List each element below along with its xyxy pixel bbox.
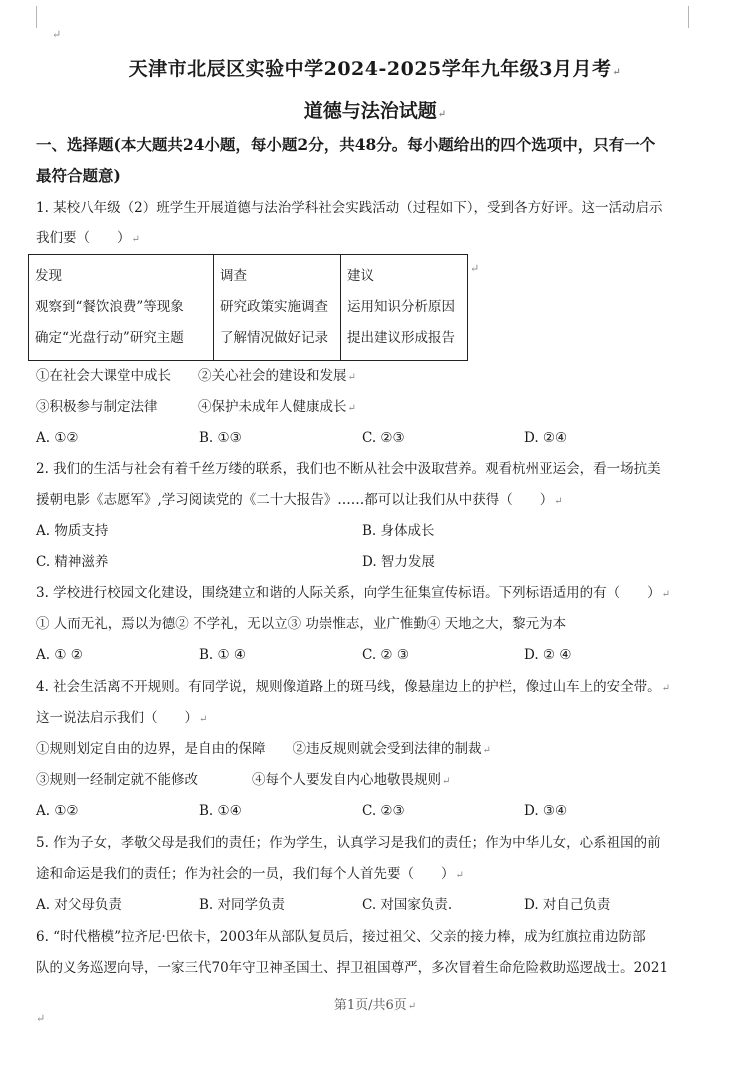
q1-option-d: D. ②④ bbox=[524, 430, 568, 446]
q4-option-d: D. ③④ bbox=[524, 803, 568, 819]
q1-option-a: A. ①② bbox=[36, 430, 79, 446]
q2-stem-line2: 援朝电影《志愿军》,学习阅读党的《二十大报告》……都可以让我们从中获得（ ）↵ bbox=[36, 492, 563, 508]
q1-statements-line1: ①在社会大课堂中成长 ②关心社会的建设和发展↵ bbox=[36, 368, 356, 384]
paragraph-mark-icon: ↵ bbox=[470, 262, 480, 275]
q4-option-b: B. ①④ bbox=[199, 803, 242, 819]
crop-mark-top-right bbox=[688, 6, 689, 28]
q3-option-b: B. ① ④ bbox=[199, 647, 246, 663]
q1-statements-line2: ③积极参与制定法律 ④保护未成年人健康成长↵ bbox=[36, 399, 356, 415]
q1-stem-line2: 我们要（ ）↵ bbox=[36, 230, 140, 246]
section-heading-line1: 一、选择题(本大题共24小题，每小题2分，共48分。每小题给出的四个选项中，只有一个 bbox=[36, 135, 656, 154]
q1-option-b: B. ①③ bbox=[199, 430, 242, 446]
q6-stem-line2: 队的义务巡逻向导，一家三代70年守卫神圣国土、捍卫祖国尊严，多次冒着生命危险救助巡逻战士。2021 bbox=[36, 960, 669, 976]
q1-stem-line1: 1. 某校八年级（2）班学生开展道德与法治学科社会实践活动（过程如下），受到各方好评。这一活动启示 bbox=[36, 200, 663, 216]
table-cell: 调查 研究政策实施调查 了解情况做好记录 bbox=[214, 255, 341, 361]
paragraph-mark-icon: ↵ bbox=[437, 109, 447, 120]
section-heading-line2: 最符合题意) bbox=[36, 166, 121, 185]
q4-statements-line2: ③规则一经制定就不能修改 ④每个人要发自内心地敬畏规则↵ bbox=[36, 772, 451, 788]
q1-activity-table bbox=[28, 254, 468, 361]
q3-option-d: D. ② ④ bbox=[524, 647, 572, 663]
q2-option-b: B. 身体成长 bbox=[362, 523, 435, 539]
crop-mark-top-left bbox=[36, 6, 37, 28]
q4-stem-line1: 4. 社会生活离不开规则。有同学说，规则像道路上的斑马线，像悬崖边上的护栏，像过山车上的安全带。↵ bbox=[36, 679, 671, 695]
q1-option-c: C. ②③ bbox=[362, 430, 405, 446]
q2-option-d: D. 智力发展 bbox=[362, 554, 435, 570]
table-cell: 建议 运用知识分析原因 提出建议形成报告 bbox=[341, 255, 468, 361]
q3-option-a: A. ① ② bbox=[36, 647, 83, 663]
q5-option-b: B. 对同学负责 bbox=[199, 897, 286, 913]
paragraph-mark-icon: ↵ bbox=[52, 28, 62, 41]
q2-stem-line1: 2. 我们的生活与社会有着千丝万缕的联系，我们也不断从社会中汲取营养。观看杭州亚运会，看一场抗美 bbox=[36, 461, 661, 477]
q5-option-a: A. 对父母负责 bbox=[36, 897, 122, 913]
q5-stem-line1: 5. 作为子女，孝敬父母是我们的责任；作为学生，认真学习是我们的责任；作为中华儿女，心系祖国的前 bbox=[36, 835, 661, 851]
q3-stem-line2: ① 人而无礼，焉以为德② 不学礼，无以立③ 功崇惟志，业广惟勤④ 天地之大，黎元为本 bbox=[36, 616, 567, 632]
q5-option-c: C. 对国家负责. bbox=[362, 897, 453, 913]
q4-option-a: A. ①② bbox=[36, 803, 79, 819]
table-cell: 发现 观察到“餐饮浪费”等现象 确定“光盘行动”研究主题 bbox=[29, 255, 214, 361]
q3-option-c: C. ② ③ bbox=[362, 647, 409, 663]
q4-option-c: C. ②③ bbox=[362, 803, 405, 819]
paragraph-mark-icon: ↵ bbox=[36, 1012, 46, 1025]
paragraph-mark-icon: ↵ bbox=[612, 67, 622, 78]
page-footer: 第1页/共6页↵ bbox=[333, 998, 417, 1013]
table-row bbox=[29, 255, 468, 361]
q6-stem-line1: 6. “时代楷模”拉齐尼·巴依卡，2003年从部队复员后，接过祖父、父亲的接力棒，成为红旗拉甫边防部 bbox=[36, 929, 646, 945]
q5-option-d: D. 对自己负责 bbox=[524, 897, 611, 913]
q3-stem-line1: 3. 学校进行校园文化建设，围绕建立和谐的人际关系，向学生征集宣传标语。下列标语适用的有（ ）↵ bbox=[36, 585, 671, 601]
q4-statements-line1: ①规则划定自由的边界，是自由的保障 ②违反规则就会受到法律的制裁↵ bbox=[36, 741, 491, 757]
q5-stem-line2: 途和命运是我们的责任；作为社会的一员，我们每个人首先要（ ）↵ bbox=[36, 866, 464, 882]
section-heading bbox=[36, 129, 696, 191]
exam-subtitle: 道德与法治试题↵ bbox=[303, 100, 447, 122]
q2-option-a: A. 物质支持 bbox=[36, 523, 109, 539]
q4-stem-line2: 这一说法启示我们（ ）↵ bbox=[36, 710, 208, 726]
exam-title: 天津市北辰区实验中学2024-2025学年九年级3月月考↵ bbox=[128, 58, 622, 80]
q2-option-c: C. 精神滋养 bbox=[36, 554, 109, 570]
